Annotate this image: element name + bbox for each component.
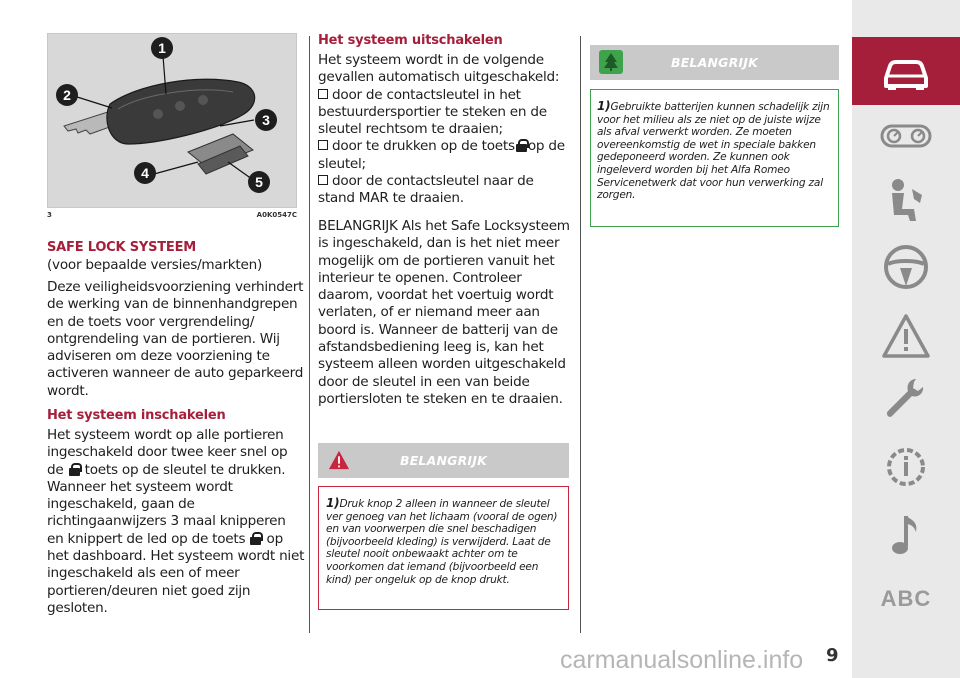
info-gear-icon bbox=[876, 442, 936, 492]
environment-header bbox=[590, 45, 839, 80]
uitschakelen-intro: Het systeem wordt in de volgende gevallen automatisch uitgeschakeld: bbox=[318, 52, 560, 86]
page-number: 9 bbox=[826, 645, 839, 666]
figure-number: 3 bbox=[47, 211, 52, 219]
environment-note-number: 1) bbox=[597, 99, 611, 113]
callout-4: 4 bbox=[134, 162, 156, 184]
wrench-icon bbox=[876, 375, 936, 425]
checkbox-bullet-icon bbox=[318, 175, 328, 185]
environment-text: 1)Gebruikte batterijen kunnen schadelijk zijn voor het milieu als ze niet op de juiste wijze als afval verwerkt worden. Ze moeten overeenkomstig de wet in speciale bakken gedeponeerd worden. Ze kunnen ook ingeleverd worden bij het Alfa Romeo Servicenetwerk dat voor hun verwerking zal zorgen. bbox=[597, 99, 830, 202]
heading-uitschakelen: Het systeem uitschakelen bbox=[318, 33, 503, 48]
warning-header bbox=[318, 443, 569, 478]
figure-code: A0K0547C bbox=[256, 211, 297, 219]
warning-triangle-icon bbox=[876, 312, 936, 362]
warning-box bbox=[318, 486, 569, 610]
music-note-icon bbox=[876, 510, 936, 560]
environment-label: BELANGRIJK bbox=[670, 55, 759, 70]
sidebar-item-car-active[interactable] bbox=[852, 37, 960, 105]
important-note-paragraph: BELANGRIJK Als het Safe Locksysteem is ingeschakeld, dan is het niet meer mogelijk om de portieren vanuit het interieur te openen. Controleer daarom, voordat het voertuig wordt verlaten, of er niemand meer aan boord is. Wanneer de batterij van de afstandsbediening leeg is, kan het systeem alleen worden uitgeschakeld door de sleutel in een van beide portiersloten te steken en te draaien. bbox=[318, 218, 570, 407]
steering-wheel-icon bbox=[876, 242, 936, 292]
environment-box bbox=[590, 89, 839, 227]
inschakelen-paragraph bbox=[47, 427, 305, 617]
inschakelen-text-a: Het systeem wordt op alle portieren ingeschakeld door twee keer snel op de bbox=[47, 427, 288, 478]
intro-paragraph: Deze veiligheidsvoorziening verhindert de werking van de binnenhandgrepen en de toets voor vergrendeling/ ontgrendeling van de portieren. Wij adviseren om deze voorziening te activeren wanneer de auto geparkeerd wordt. bbox=[47, 279, 304, 399]
inschakelen-text-c: op het dashboard. Het systeem wordt niet ingeschakeld als een of meer portieren/deuren niet goed zijn gesloten. bbox=[47, 530, 305, 616]
callout-3: 3 bbox=[255, 109, 277, 131]
key-figure bbox=[47, 33, 297, 208]
uitschakelen-paragraph bbox=[318, 52, 573, 208]
bullet-item: door de contactsleutel naar de stand MAR te draaien. bbox=[318, 173, 534, 207]
sidebar-item-index[interactable]: ABC bbox=[880, 586, 932, 611]
watermark: carmanualsonline.info bbox=[560, 646, 804, 674]
section-title: SAFE LOCK SYSTEEM bbox=[47, 240, 197, 255]
warning-label: BELANGRIJK bbox=[399, 453, 488, 468]
warning-note-number: 1) bbox=[326, 496, 340, 510]
car-icon bbox=[876, 46, 936, 96]
callout-2: 2 bbox=[56, 84, 78, 106]
bullet-item: door de contactsleutel in het bestuurdersportier te steken en de sleutel rechtsom te draaien; bbox=[318, 86, 547, 138]
column-divider bbox=[580, 36, 581, 633]
seat-occupant-icon bbox=[876, 175, 936, 225]
bullet-item: door te drukken op de toets op de sleutel; bbox=[318, 138, 565, 172]
warning-text: 1)Druk knop 2 alleen in wanneer de sleutel ver genoeg van het lichaam (vooral de ogen) en van voorwerpen die snel beschadigen (bijvoorbeeld kleding) is verwijderd. Laat de sleutel nooit onbewaakt achter om te voorkomen dat iemand (bijvoorbeeld een kind) per ongeluk op de knop drukt. bbox=[326, 496, 558, 586]
dashboard-gauges-icon bbox=[876, 112, 936, 162]
callout-1: 1 bbox=[151, 37, 173, 59]
chapter-sidebar bbox=[852, 0, 960, 678]
checkbox-bullet-icon bbox=[318, 140, 328, 150]
lock-icon bbox=[516, 139, 527, 152]
callout-5: 5 bbox=[248, 171, 270, 193]
lock-icon bbox=[250, 532, 261, 545]
heading-inschakelen: Het systeem inschakelen bbox=[47, 408, 226, 423]
column-divider bbox=[309, 36, 310, 633]
section-subtitle: (voor bepaalde versies/markten) bbox=[47, 257, 263, 273]
lock-icon bbox=[69, 463, 80, 476]
inschakelen-text-b: toets op de sleutel te drukken. Wanneer het systeem wordt ingeschakeld, gaan de richtingaanwijzers 3 maal knipperen en knippert de led op de toets bbox=[47, 461, 286, 547]
checkbox-bullet-icon bbox=[318, 89, 328, 99]
